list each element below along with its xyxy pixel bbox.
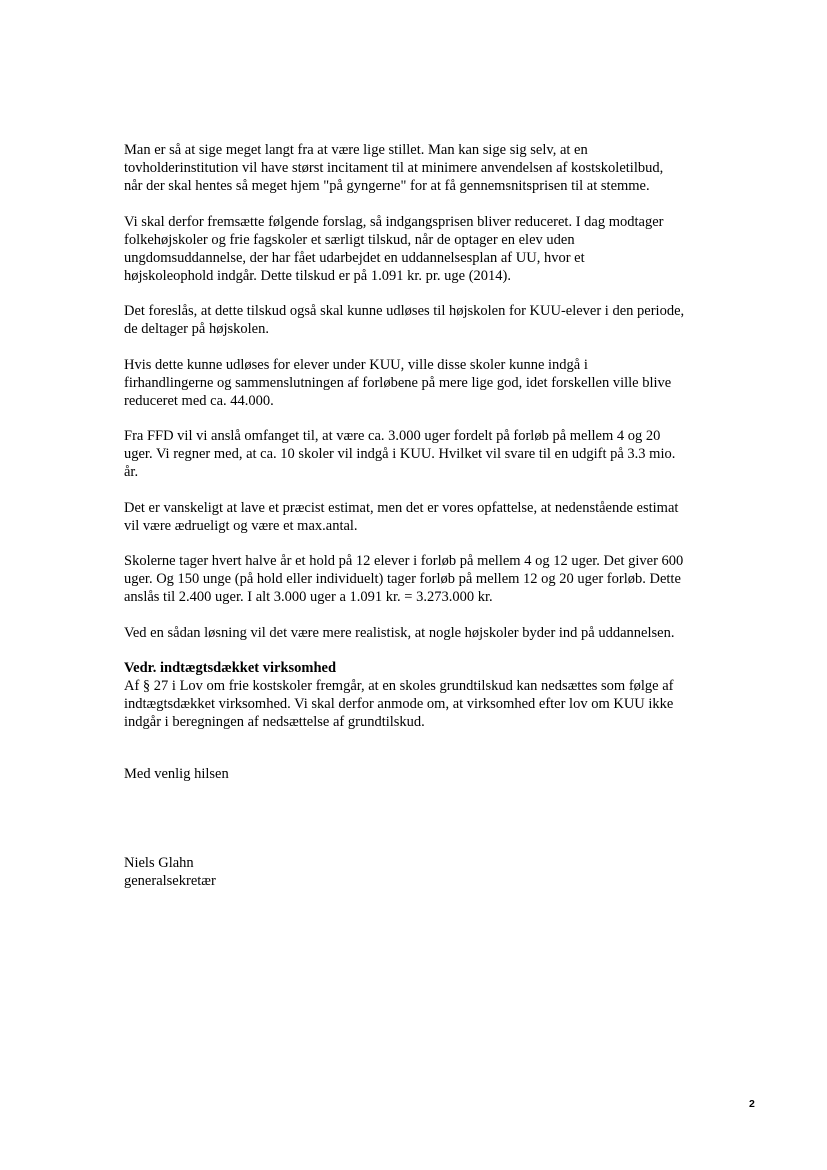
letter-body [124, 141, 734, 890]
text-line: år. [124, 464, 139, 480]
text-line: tovholderinstitution vil have størst incitament til at minimere anvendelsen af kostskoletilbud, [124, 160, 664, 176]
signature-block [124, 854, 734, 890]
text-line: når der skal hentes så meget hjem "på gyngerne" for at få gennemsnitsprisen til at stemme. [124, 178, 650, 194]
paragraph-6 [124, 499, 734, 535]
paragraph-1 [124, 141, 734, 195]
text-line: Skolerne tager hvert halve år et hold på 12 elever i forløb på mellem 4 og 12 uger. Det giver 600 [124, 553, 684, 569]
text-line: højskoleophold indgår. Dette tilskud er på 1.091 kr. pr. uge (2014). [124, 267, 512, 284]
text-line: anslås til 2.400 uger. I alt 3.000 uger a 1.091 kr. = 3.273.000 kr. [124, 589, 493, 605]
paragraph-5 [124, 427, 734, 481]
text-line: indtægtsdækket virksomhed. Vi skal derfor anmode om, at virksomhed efter lov om KUU ikke [124, 696, 674, 712]
paragraph-8 [124, 624, 734, 642]
text-line: firhandlingerne og sammenslutningen af forløbene på mere lige god, idet forskellen ville blive [124, 374, 672, 391]
text-line: Det er vanskeligt at lave et præcist estimat, men det er vores opfattelse, at nedenstående estimat [124, 499, 679, 516]
text-line: Det foreslås, at dette tilskud også skal kunne udløses til højskolen for KUU-elever i den periode, [124, 303, 685, 319]
text-line: Af § 27 i Lov om frie kostskoler fremgår, at en skoles grundtilskud kan nedsættes som følge af [124, 678, 674, 694]
text-line: Man er så at sige meget langt fra at være lige stillet. Man kan sige sig selv, at en [124, 142, 588, 158]
text-line: Ved en sådan løsning vil det være mere realistisk, at nogle højskoler byder ind på uddannelsen. [124, 624, 675, 641]
page-number: 2 [749, 1098, 755, 1110]
paragraph-3 [124, 302, 734, 338]
paragraph-2 [124, 213, 734, 285]
text-line: Hvis dette kunne udløses for elever under KUU, ville disse skoler kunne indgå i [124, 356, 588, 373]
text-line: Fra FFD vil vi anslå omfanget til, at være ca. 3.000 uger fordelt på forløb på mellem 4 og 20 [124, 428, 661, 444]
section-heading: Vedr. indtægtsdækket virksomhed [124, 660, 337, 676]
text-line: uger. Og 150 unge (på hold eller individuelt) tager forløb på mellem 12 og 20 uger forløb. Dette [124, 571, 681, 587]
text-line: Vi skal derfor fremsætte følgende forslag, så indgangsprisen bliver reduceret. I dag modtager [124, 213, 664, 230]
text-line: reduceret med ca. 44.000. [124, 392, 274, 409]
text-line: indgår i beregningen af nedsættelse af grundtilskud. [124, 714, 425, 730]
text-line: vil være ædrueligt og være et max.antal. [124, 517, 358, 534]
section-income-covered-activity [124, 659, 734, 731]
signer-title: generalsekretær [124, 873, 216, 889]
paragraph-4 [124, 356, 734, 410]
text-line: de deltager på højskolen. [124, 321, 269, 337]
text-line: ungdomsuddannelse, der har fået udarbejdet en uddannelsesplan af UU, hvor et [124, 249, 585, 266]
paragraph-7 [124, 552, 734, 606]
text-line: uger. Vi regner med, at ca. 10 skoler vil indgå i KUU. Hvilket vil svare til en udgift på 3.3 mio. [124, 446, 676, 462]
signer-name: Niels Glahn [124, 855, 194, 871]
text-line: folkehøjskoler og frie fagskoler et særligt tilskud, når de optager en elev uden [124, 231, 575, 248]
closing-greeting: Med venlig hilsen [124, 766, 229, 782]
